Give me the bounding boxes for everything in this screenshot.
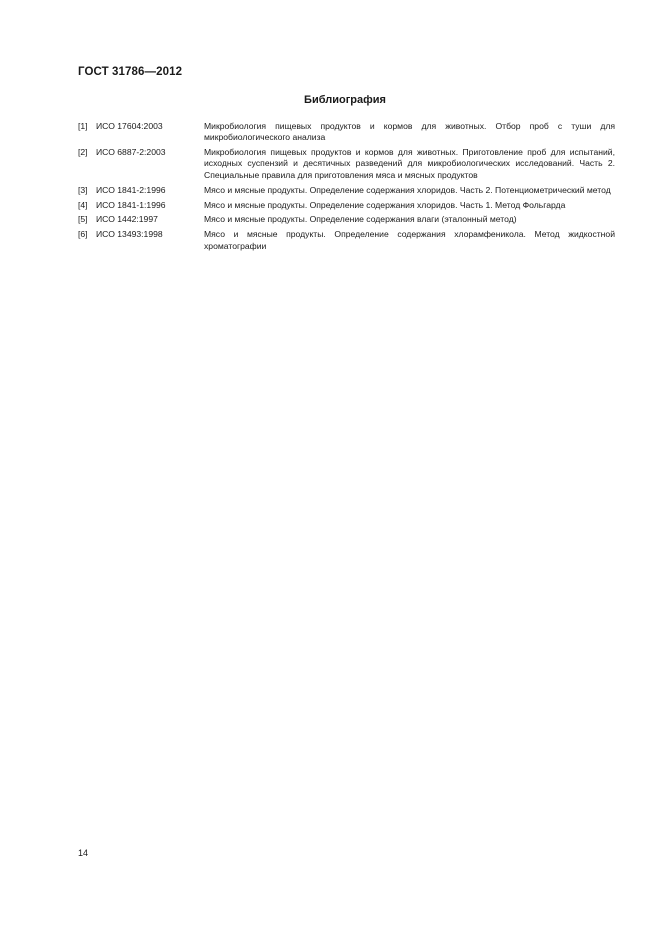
entry-number: [5] [78,214,88,225]
entry-description: Мясо и мясные продукты. Определение содержания хлоридов. Часть 1. Метод Фольгарда [204,199,566,210]
bibliography-list [78,121,615,256]
entry-number: [2] [78,147,88,158]
entry-standard: ИСО 13493:1998 [96,229,163,240]
entry-number: [6] [78,229,88,240]
entry-description: Микробиология пищевых продуктов и кормов для животных. Приготовление проб для испытаний, исходных суспензий и десятичных разведений для микробиологических исследований. Часть 2. Специальные правила для приготовления мяса и мясных продуктов [204,147,615,180]
bibliography-entry [78,185,615,196]
bibliography-entry [78,147,615,181]
document-code: ГОСТ 31786—2012 [78,66,183,78]
entry-standard: ИСО 1841-1:1996 [96,199,166,210]
entry-number: [3] [78,184,88,195]
entry-number: [4] [78,199,88,210]
entry-standard: ИСО 6887-2:2003 [96,147,166,158]
page-title: Библиография [304,94,386,106]
entry-standard: ИСО 1841-2:1996 [96,184,166,195]
entry-number: [1] [78,121,88,131]
bibliography-entry [78,121,615,144]
bibliography-entry [78,214,615,225]
bibliography-entry [78,229,615,252]
entry-description: Мясо и мясные продукты. Определение содержания хлоридов. Часть 2. Потенциометрический метод [204,184,611,195]
entry-description: Мясо и мясные продукты. Определение содержания влаги (эталонный метод) [204,214,517,225]
entry-description: Мясо и мясные продукты. Определение содержания хлорамфеникола. Метод жидкостной хроматографии [204,229,615,251]
page-number: 14 [78,848,89,858]
entry-standard: ИСО 1442:1997 [96,214,158,225]
bibliography-entry [78,200,615,211]
entry-description: Микробиология пищевых продуктов и кормов для животных. Отбор проб с туши для микробиологического анализа [204,121,615,143]
entry-standard: ИСО 17604:2003 [96,121,163,131]
